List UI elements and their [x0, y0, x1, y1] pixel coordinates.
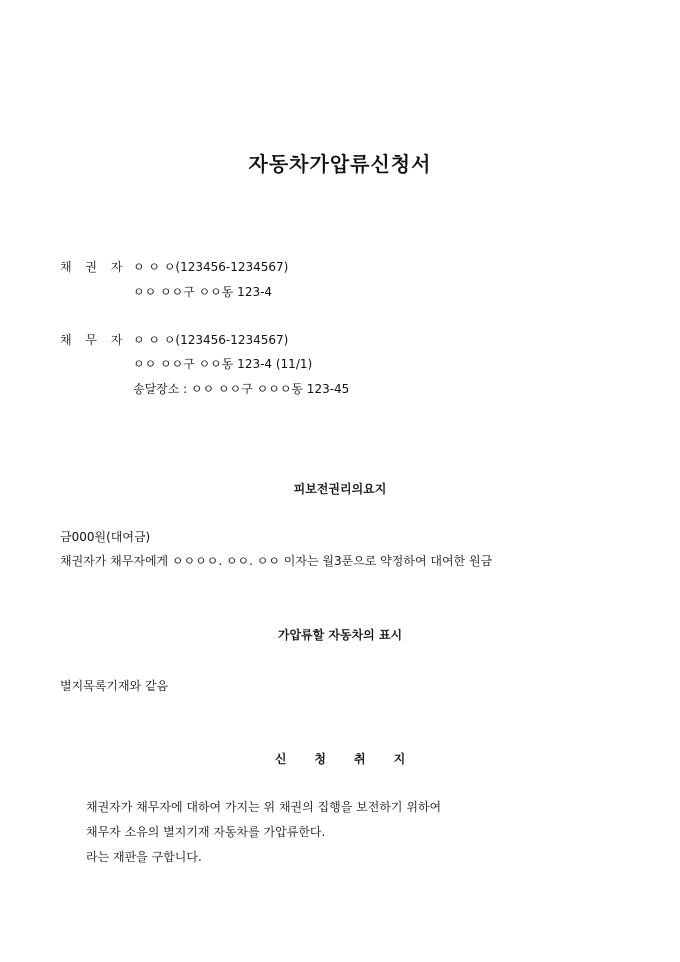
vehicle-line-1: 별지목록기재와 같음 [60, 679, 169, 693]
debtor-label: 채 무 자 [60, 333, 128, 347]
claim-section-heading: 피보전권리의요지 [293, 482, 387, 496]
debtor-name-line: ㅇ ㅇ ㅇ(123456-1234567) [133, 333, 289, 347]
creditor-address: ㅇㅇ ㅇㅇ구 ㅇㅇ동 123-4 [133, 285, 273, 299]
creditor-label: 채 권 자 [60, 260, 128, 274]
purpose-line-1: 채권자가 채무자에 대하여 가지는 위 채권의 집행을 보전하기 위하여 [86, 800, 442, 814]
debtor-delivery-address: 송달장소 : ㅇㅇ ㅇㅇ구 ㅇㅇㅇ동 123-45 [133, 382, 350, 396]
purpose-heading-text: 신청취지 [274, 752, 434, 766]
purpose-line-3: 라는 재판을 구합니다. [86, 850, 202, 864]
debtor-address: ㅇㅇ ㅇㅇ구 ㅇㅇ동 123-4 (11/1) [133, 357, 313, 371]
claim-line-1: 금000원(대여금) [60, 530, 151, 544]
document-title: 자동차가압류신청서 [248, 152, 432, 176]
purpose-section-heading [0, 750, 680, 767]
vehicle-section-heading: 가압류할 자동차의 표시 [277, 628, 403, 642]
creditor-name-line: ㅇ ㅇ ㅇ(123456-1234567) [133, 260, 289, 274]
claim-line-2: 채권자가 채무자에게 ㅇㅇㅇㅇ. ㅇㅇ. ㅇㅇ 이자는 월3푼으로 약정하여 대여한 원금 [60, 554, 493, 568]
purpose-line-2: 채무자 소유의 별지기재 자동차를 가압류한다. [86, 825, 326, 839]
